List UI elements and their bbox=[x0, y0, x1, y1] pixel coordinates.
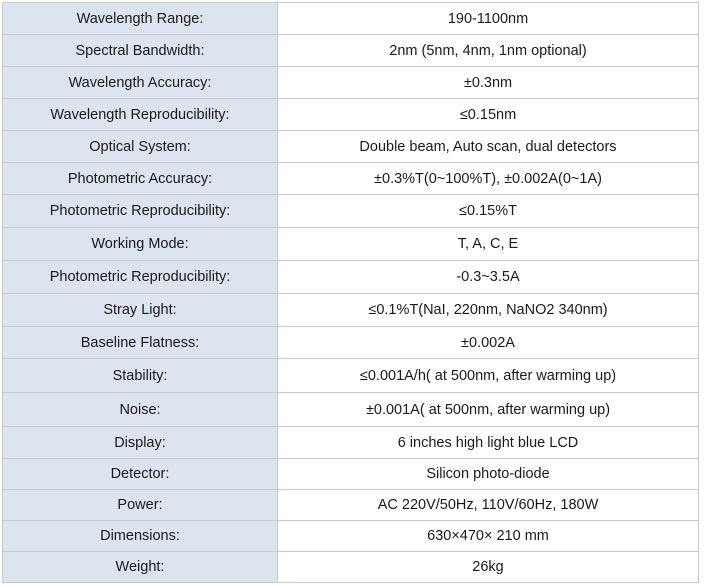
spec-label: Photometric Accuracy: bbox=[3, 163, 278, 195]
spec-value: AC 220V/50Hz, 110V/60Hz, 180W bbox=[278, 490, 699, 521]
spec-row-spectral-bandwidth bbox=[3, 35, 699, 67]
spec-label: Spectral Bandwidth: bbox=[3, 35, 278, 67]
spec-label: Display: bbox=[3, 427, 278, 459]
spec-label: Weight: bbox=[3, 552, 278, 583]
spec-row-photometric-accuracy bbox=[3, 163, 699, 195]
spec-value: ≤0.15nm bbox=[278, 99, 699, 131]
spec-label: Photometric Reproducibility: bbox=[3, 261, 278, 294]
spec-row-photometric-range bbox=[3, 261, 699, 294]
spec-label: Photometric Reproducibility: bbox=[3, 195, 278, 228]
spec-value: Silicon photo-diode bbox=[278, 459, 699, 490]
spec-label: Wavelength Reproducibility: bbox=[3, 99, 278, 131]
specifications-table-body bbox=[3, 3, 699, 583]
spec-label: Wavelength Range: bbox=[3, 3, 278, 35]
spec-row-optical-system bbox=[3, 131, 699, 163]
spec-row-detector bbox=[3, 459, 699, 490]
spec-value: T, A, C, E bbox=[278, 228, 699, 261]
spec-row-working-mode bbox=[3, 228, 699, 261]
spec-row-wavelength-reproducibility bbox=[3, 99, 699, 131]
specifications-table bbox=[2, 2, 699, 583]
spec-value: Double beam, Auto scan, dual detectors bbox=[278, 131, 699, 163]
spec-value: -0.3~3.5A bbox=[278, 261, 699, 294]
spec-label: Detector: bbox=[3, 459, 278, 490]
spec-row-weight bbox=[3, 552, 699, 583]
spec-label: Working Mode: bbox=[3, 228, 278, 261]
spec-value: 630×470× 210 mm bbox=[278, 521, 699, 552]
spec-label: Wavelength Accuracy: bbox=[3, 67, 278, 99]
spec-label: Optical System: bbox=[3, 131, 278, 163]
spec-row-stability bbox=[3, 359, 699, 393]
spec-value: ≤0.001A/h( at 500nm, after warming up) bbox=[278, 359, 699, 393]
spec-label: Dimensions: bbox=[3, 521, 278, 552]
spec-row-photometric-reproducibility bbox=[3, 195, 699, 228]
spec-value: ≤0.15%T bbox=[278, 195, 699, 228]
spec-label: Noise: bbox=[3, 393, 278, 427]
spec-label: Baseline Flatness: bbox=[3, 327, 278, 359]
spec-value: ±0.001A( at 500nm, after warming up) bbox=[278, 393, 699, 427]
spec-value: ±0.3nm bbox=[278, 67, 699, 99]
spec-row-wavelength-range bbox=[3, 3, 699, 35]
spec-value: 6 inches high light blue LCD bbox=[278, 427, 699, 459]
spec-label: Stability: bbox=[3, 359, 278, 393]
spec-row-noise bbox=[3, 393, 699, 427]
spec-row-dimensions bbox=[3, 521, 699, 552]
spec-value: 26kg bbox=[278, 552, 699, 583]
spec-value: ≤0.1%T(NaI, 220nm, NaNO2 340nm) bbox=[278, 294, 699, 327]
spec-row-power bbox=[3, 490, 699, 521]
spec-label: Power: bbox=[3, 490, 278, 521]
spec-value: ±0.002A bbox=[278, 327, 699, 359]
spec-row-wavelength-accuracy bbox=[3, 67, 699, 99]
spec-value: 2nm (5nm, 4nm, 1nm optional) bbox=[278, 35, 699, 67]
spec-row-stray-light bbox=[3, 294, 699, 327]
spec-value: ±0.3%T(0~100%T), ±0.002A(0~1A) bbox=[278, 163, 699, 195]
spec-value: 190-1100nm bbox=[278, 3, 699, 35]
spec-row-baseline-flatness bbox=[3, 327, 699, 359]
spec-label: Stray Light: bbox=[3, 294, 278, 327]
spec-row-display bbox=[3, 427, 699, 459]
